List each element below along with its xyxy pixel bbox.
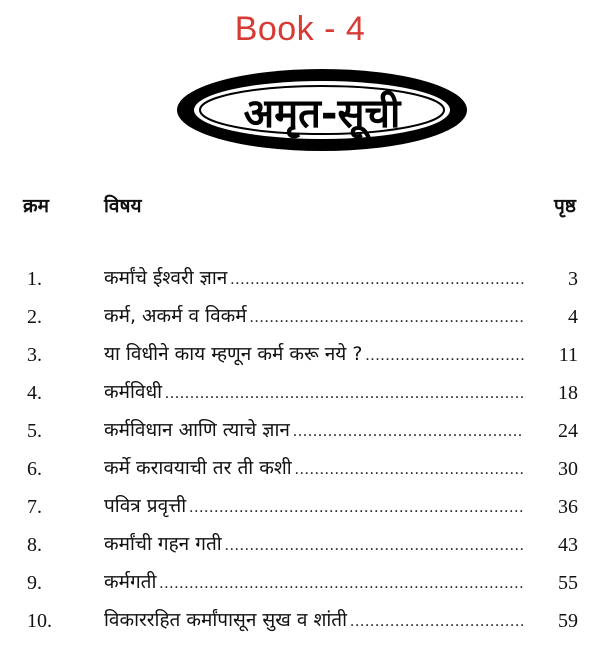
toc-page: 3 <box>568 268 578 290</box>
dot-leader <box>159 575 524 593</box>
toc-subject: विकाररहित कर्मांपासून सुख व शांती <box>104 609 348 631</box>
toc-page: 30 <box>558 458 578 480</box>
toc-page: 24 <box>558 420 578 442</box>
dot-leader <box>365 347 524 365</box>
toc-subject: कर्म, अकर्म व विकर्म <box>104 305 247 327</box>
toc-page: 11 <box>558 344 578 366</box>
toc-row[interactable] <box>0 414 600 452</box>
dot-leader <box>165 385 524 403</box>
page-title: अमृत-सूची <box>243 90 401 137</box>
toc-page: 18 <box>558 382 578 404</box>
toc-subject: कर्मांचे ईश्वरी ज्ञान <box>104 267 228 289</box>
toc-number: 7. <box>27 496 42 518</box>
toc-number: 1. <box>27 268 42 290</box>
toc-number: 2. <box>27 306 42 328</box>
toc-row[interactable] <box>0 528 600 566</box>
toc-row[interactable] <box>0 490 600 528</box>
toc-number: 8. <box>27 534 42 556</box>
toc-row[interactable] <box>0 566 600 604</box>
toc-subject: कर्मे करावयाची तर ती कशी <box>104 457 292 479</box>
toc-page: 55 <box>558 572 578 594</box>
toc-number: 5. <box>27 420 42 442</box>
dot-leader <box>293 423 524 441</box>
dot-leader <box>230 271 524 289</box>
toc-number: 4. <box>27 382 42 404</box>
column-header-number: क्रम <box>23 195 49 217</box>
toc-subject: कर्मगती <box>104 571 157 593</box>
toc-subject: कर्मविधान आणि त्याचे ज्ञान <box>104 419 290 441</box>
toc-row[interactable] <box>0 452 600 490</box>
column-header-subject: विषय <box>104 195 142 217</box>
dot-leader <box>250 309 524 327</box>
toc-row[interactable] <box>0 262 600 300</box>
dot-leader <box>350 613 524 631</box>
toc-row[interactable] <box>0 300 600 338</box>
toc-row[interactable] <box>0 338 600 376</box>
dot-leader <box>189 499 524 517</box>
toc-subject: या विधीने काय म्हणून कर्म करू नये ? <box>104 343 363 365</box>
toc-number: 10. <box>27 610 52 632</box>
toc-row[interactable] <box>0 376 600 414</box>
toc-number: 6. <box>27 458 42 480</box>
book-label: Book - 4 <box>234 10 366 48</box>
dot-leader <box>225 537 524 555</box>
toc-page: 36 <box>558 496 578 518</box>
column-header-page: पृष्ठ <box>554 195 576 217</box>
toc-subject: पवित्र प्रवृत्ती <box>104 495 187 517</box>
toc-subject: कर्मविधी <box>104 381 163 403</box>
toc-subject: कर्मांची गहन गती <box>104 533 222 555</box>
title-badge <box>174 66 470 154</box>
toc-page: 43 <box>558 534 578 556</box>
toc-page: 59 <box>558 610 578 632</box>
toc-row[interactable] <box>0 604 600 642</box>
toc-page: 4 <box>568 306 578 328</box>
toc-number: 3. <box>27 344 42 366</box>
toc-number: 9. <box>27 572 42 594</box>
dot-leader <box>295 461 524 479</box>
